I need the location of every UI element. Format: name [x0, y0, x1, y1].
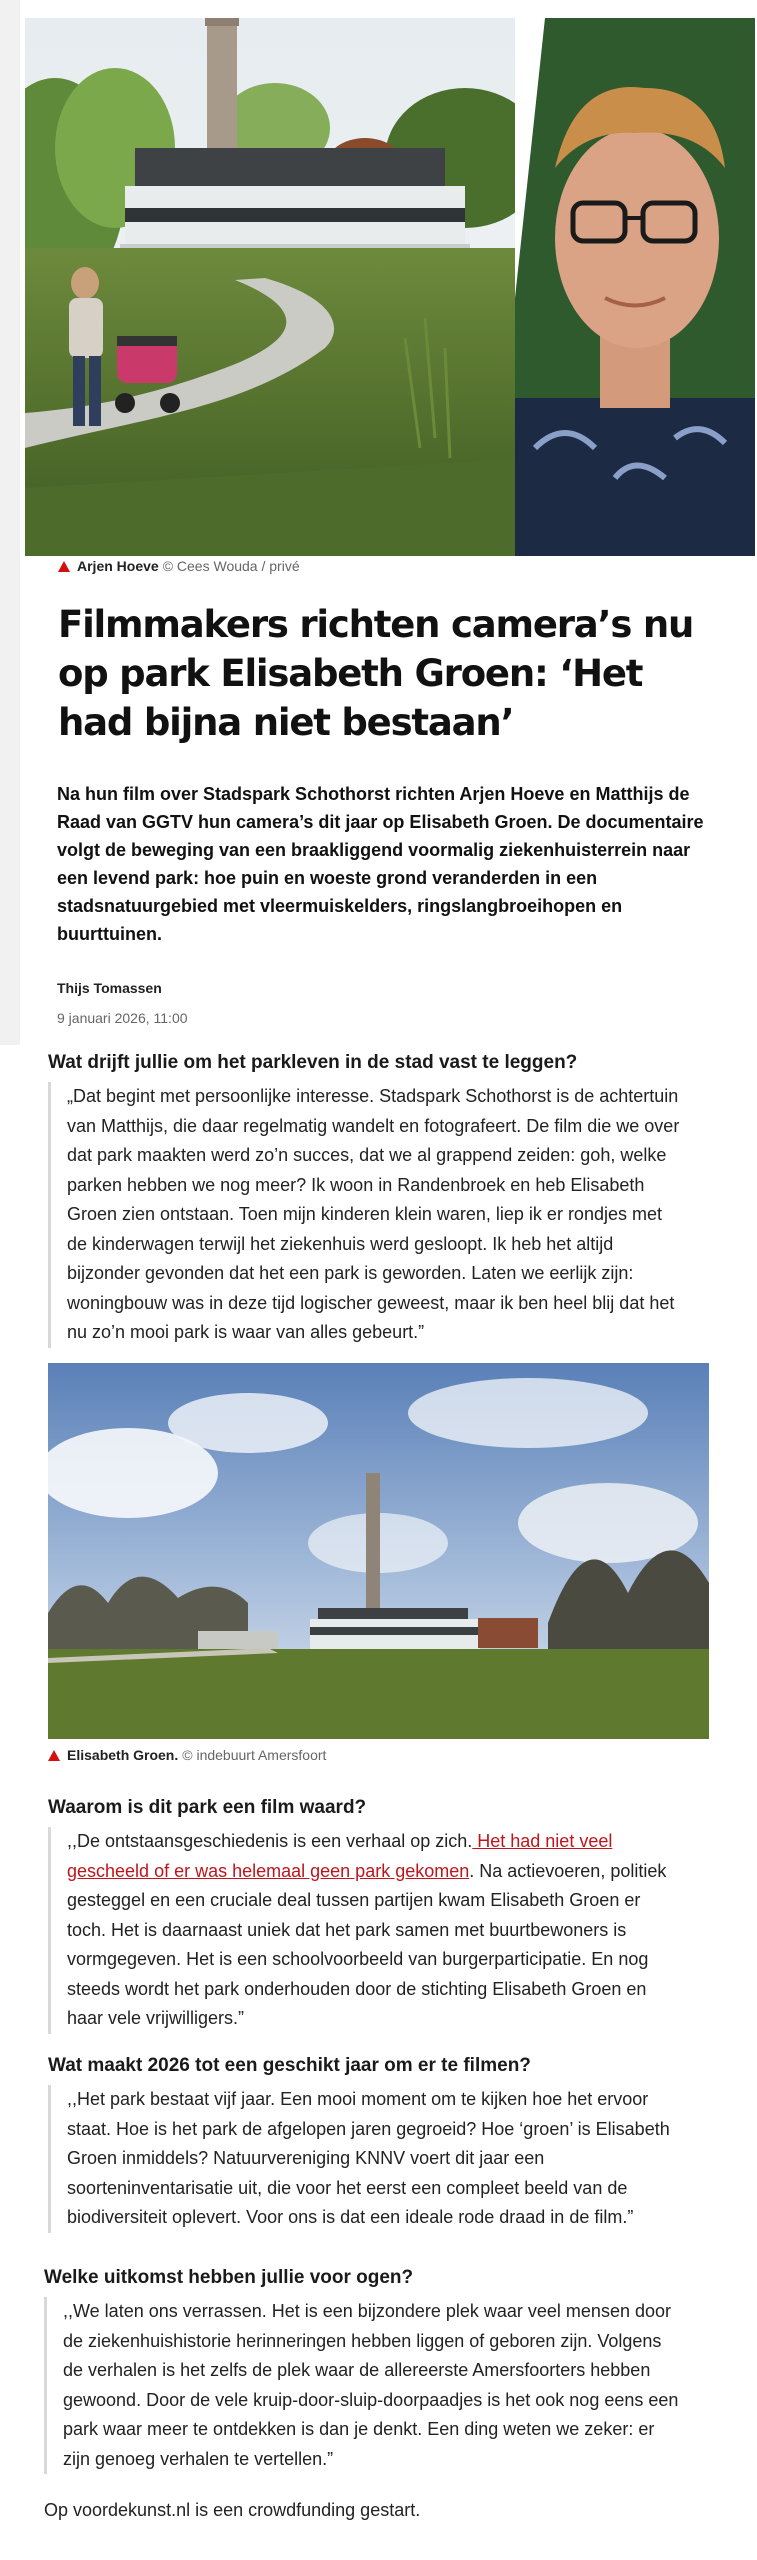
question-2: Waarom is dit park een film waard? — [48, 1797, 367, 1818]
article-headline: Filmmakers richten camera’s nu op park Elisabeth Groen: ‘Het had bijna niet bestaan’ — [58, 603, 694, 744]
hero-credit-source: © Cees Wouda / privé — [162, 558, 300, 574]
question-4: Welke uitkomst hebben jullie voor ogen? — [44, 2267, 414, 2288]
hero-portrait-photo — [515, 18, 755, 556]
page-margin-strip — [0, 0, 20, 1045]
caption-triangle-icon — [58, 561, 70, 572]
hero-image-credit — [58, 558, 300, 574]
question-3: Wat maakt 2026 tot een geschikt jaar om er te filmen? — [48, 2055, 531, 2076]
park-building-photo — [48, 1363, 709, 1739]
article-date: 9 januari 2026, 11:00 — [57, 1010, 188, 1026]
answer-2-start: ,,De ontstaansgeschiedenis is een verhaal op zich. — [67, 1831, 473, 1851]
answer-3: ,,Het park bestaat vijf jaar. Een mooi moment om te kijken hoe het ervoor staat. Hoe is het park de afgelopen jaren gegroeid? Hoe ‘groen’ is Elisabeth Groen inmiddels? Natuurvereniging KNNV voert dit jaar een soorteninventarisatie uit, die voor het eerst een compleet beeld van de biodiversiteit oplevert. Voor ons is dat een ideale rode draad in de film.” — [48, 2085, 692, 2233]
photo2-credit-source: © indebuurt Amersfoort — [182, 1747, 327, 1763]
answer-2-end: . Na actievoeren, politiek gesteggel en een cruciale deal tussen partijen kwam Elisabeth Groen er toch. Het is daarnaast uniek dat het park samen met buurtbewoners is vormgegeven. Het is een schoolvoorbeeld van burgerparticipatie. En nog steeds wordt het park onderhouden door de stichting Elisabeth Groen en haar vele vrijwilligers.” — [67, 1860, 667, 2028]
hero-image — [25, 18, 755, 556]
hero-credit-name: Arjen Hoeve — [77, 558, 159, 574]
photo2-credit-name: Elisabeth Groen. — [67, 1747, 179, 1763]
hero-park-photo — [25, 18, 531, 556]
answer-2 — [48, 1827, 679, 2034]
crowdfunding-note: Op voordekunst.nl is een crowdfunding gestart. — [44, 2500, 421, 2520]
photo2-credit — [48, 1747, 326, 1763]
question-1: Wat drijft jullie om het parkleven in de stad vast te leggen? — [48, 1052, 578, 1073]
answer-4: ,,We laten ons verrassen. Het is een bijzondere plek waar veel mensen door de ziekenhuishistorie herinneringen hebben liggen of geboren zijn. Volgens de verhalen is het zelfs de plek waar de allereerste Amersfoorters hebben gewoond. Door de vele kruip-door-sluip-doorpaadjes is het ook nog eens een park waar meer te ontdekken is dan je denkt. Een ding weten we zeker: er zijn genoeg verhalen te vertellen.” — [44, 2297, 685, 2474]
answer-1: „Dat begint met persoonlijke interesse. Stadspark Schothorst is de achtertuin van Matthijs, die daar regelmatig wandelt en fotografeert. De film die we over dat park maakten werd zo’n succes, dat we al grappend zeiden: goh, welke parken hebben we nog meer? Ik woon in Randenbroek en heb Elisabeth Groen zien ontstaan. Toen mijn kinderen klein waren, liep ik er rondjes met de kinderwagen terwijl het ziekenhuis werd gesloopt. Ik heb het altijd bijzonder gevonden dat het een park is geworden. Laten we eerlijk zijn: woningbouw was in deze tijd logischer geweest, maar ik ben heel blij dat het nu zo’n mooi park is waar van alles gebeurt.” — [48, 1082, 685, 1348]
article-author[interactable]: Thijs Tomassen — [57, 980, 162, 996]
answer-2-link[interactable]: Het had niet veel gescheeld of er was helemaal geen park gekomen — [67, 1831, 613, 1881]
article-intro: Na hun film over Stadspark Schothorst richten Arjen Hoeve en Matthijs de Raad van GGTV hun camera’s dit jaar op Elisabeth Groen. De documentaire volgt de beweging van een braakliggend voormalig ziekenhuisterrein naar een levend park: hoe puin en woeste grond veranderden in een stadsnatuurgebied met vleermuiskelders, ringslangbroeihopen en buurttuinen. — [57, 784, 704, 944]
caption-triangle-icon — [48, 1750, 60, 1761]
